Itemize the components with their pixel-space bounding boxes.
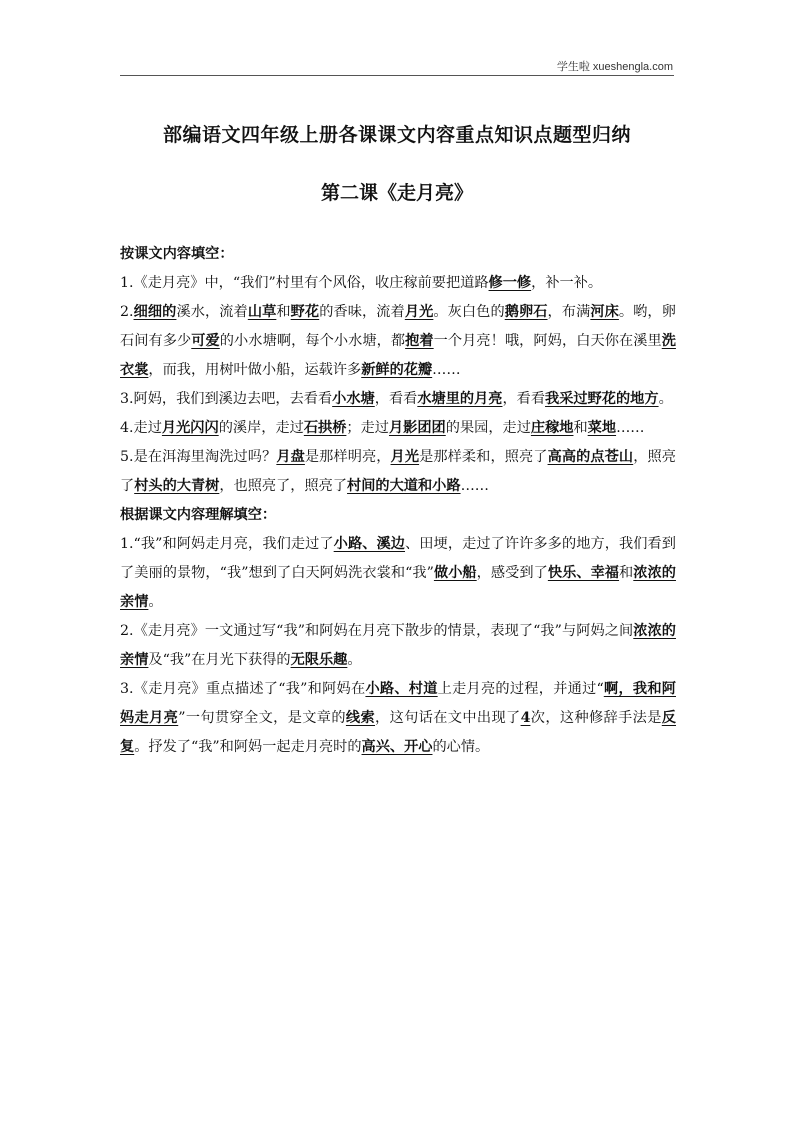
answer-text: 做小船 <box>433 565 477 581</box>
answer-text: 月盘 <box>276 449 305 465</box>
answer-text: 村头的大青树 <box>134 478 220 494</box>
answer-text: 鹅卵石 <box>504 304 548 320</box>
answer-text: 月光 <box>390 449 420 465</box>
answer-text: 石拱桥 <box>303 420 347 436</box>
question-text: 次，这种修辞手法是 <box>530 710 662 726</box>
question-text: 4.走过 <box>120 420 162 436</box>
question-text: ，而我，用树叶做小船，运载许多 <box>148 362 362 378</box>
answer-text: 高兴、开心 <box>361 739 433 755</box>
answer-text: 我采过野花的地方 <box>545 391 659 407</box>
question-text: ，看看 <box>502 391 546 407</box>
answer-text: 新鲜的花瓣 <box>361 362 433 378</box>
answer-text: 月光闪闪 <box>161 420 219 436</box>
question-text: ，看看 <box>374 391 418 407</box>
answer-text: 反复 <box>120 710 676 755</box>
question-text: 3.《走月亮》重点描述了“我”和阿妈在 <box>120 681 366 697</box>
answer-text: 洗衣裳 <box>120 333 676 378</box>
question-item <box>120 414 676 443</box>
question-text: …… <box>460 478 489 494</box>
answer-text: 水塘里的月亮 <box>417 391 503 407</box>
question-item <box>120 385 676 414</box>
answer-text: 野花 <box>290 304 320 320</box>
section-heading-comprehension: 根据课文内容理解填空： <box>120 507 277 523</box>
answer-text: 无限乐趣 <box>290 652 348 668</box>
question-text: 。 <box>347 652 362 668</box>
question-text: ；走过 <box>346 420 389 436</box>
question-text: ”一句贯穿全文，是文章的 <box>178 710 346 726</box>
question-text: ，也照亮了，照亮了 <box>219 478 348 494</box>
question-text: ，这句话在文中出现了 <box>375 710 521 726</box>
question-text: 的溪岸，走过 <box>218 420 304 436</box>
answer-text: 山草 <box>247 304 277 320</box>
question-item <box>120 443 676 501</box>
question-text: 和 <box>276 304 291 320</box>
question-item <box>120 675 676 762</box>
question-text: 。 <box>148 594 163 610</box>
question-item <box>120 269 676 298</box>
answer-text: 浓浓的亲情 <box>120 623 676 668</box>
question-text: 和 <box>619 565 634 581</box>
section-heading-fill-by-text: 按课文内容填空： <box>120 246 234 262</box>
question-text: 的果园，走过 <box>445 420 531 436</box>
question-text: 一个月亮！哦，阿妈，白天你在溪里 <box>433 333 662 349</box>
question-text: 和 <box>573 420 588 436</box>
question-text: 上走月亮的过程，并通过“ <box>437 681 604 697</box>
question-text: 1.“我”和阿妈走月亮，我们走过了 <box>120 536 334 552</box>
question-text: ，照亮了 <box>120 449 676 494</box>
question-text: ，布满 <box>547 304 591 320</box>
answer-text: 河床 <box>590 304 619 320</box>
document-body <box>120 240 676 762</box>
document-title: 部编语文四年级上册各课课文内容重点知识点题型归纳 <box>162 124 631 146</box>
question-text: 的心情。 <box>432 739 490 755</box>
question-text: 是那样柔和，照亮了 <box>419 449 548 465</box>
answer-text: 小路、村道 <box>365 681 438 697</box>
answer-text: 小水塘 <box>332 391 375 407</box>
question-text: …… <box>616 420 645 436</box>
answer-text: 快乐、幸福 <box>547 565 620 581</box>
question-text: 是那样明亮， <box>304 449 391 465</box>
answer-text: 庄稼地 <box>530 420 574 436</box>
answer-text: 菜地 <box>587 420 617 436</box>
question-text: 的小水塘啊，每个小水塘，都 <box>219 333 406 349</box>
question-text: 5.是在洱海里淘洗过吗？ <box>120 449 277 465</box>
section1-items <box>120 269 676 501</box>
question-item <box>120 530 676 617</box>
answer-text: 小路、溪边 <box>333 536 406 552</box>
answer-text: 修一修 <box>488 275 532 291</box>
answer-text: 月光 <box>404 304 434 320</box>
question-text: 的香味，流着 <box>319 304 405 320</box>
question-text: ，补一补。 <box>531 275 603 291</box>
answer-text: 月影团团 <box>388 420 446 436</box>
answer-text: 细细的 <box>133 304 177 320</box>
question-text: 2. <box>120 304 134 320</box>
answer-text: 可爱 <box>191 333 220 349</box>
answer-text: 村间的大道和小路 <box>347 478 461 494</box>
question-text: 1.《走月亮》中，“我们”村里有个风俗，收庄稼前要把道路 <box>120 275 489 291</box>
question-text: 、田埂，走过了许许多多的地方，我们看到了美丽的景物，“我”想到了白天阿妈洗衣裳和“我” <box>120 536 676 581</box>
question-text: ，感受到了 <box>476 565 548 581</box>
question-text: 。灰白色的 <box>433 304 505 320</box>
question-item <box>120 298 676 385</box>
question-text: …… <box>432 362 461 378</box>
question-text: 及“我”在月光下获得的 <box>148 652 291 668</box>
header-brand: 学生啦 xueshengla.com <box>556 61 673 73</box>
question-text: 3.阿妈，我们到溪边去吧，去看看 <box>120 391 333 407</box>
answer-text: 啊，我和阿妈走月亮 <box>120 681 676 726</box>
header-divider <box>120 75 674 76</box>
lesson-title: 第二课《走月亮》 <box>320 182 473 204</box>
question-text: 溪水，流着 <box>176 304 248 320</box>
answer-text: 4 <box>520 710 531 726</box>
answer-text: 浓浓的亲情 <box>120 565 676 610</box>
question-text: 。 <box>658 391 673 407</box>
question-text: 。哟，卵石间有多少 <box>120 304 676 349</box>
question-item <box>120 617 676 675</box>
answer-text: 线索 <box>345 710 376 726</box>
question-text: 。抒发了“我”和阿妈一起走月亮时的 <box>134 739 362 755</box>
answer-text: 高高的点苍山 <box>547 449 634 465</box>
answer-text: 抱着 <box>405 333 434 349</box>
question-text: 2.《走月亮》一文通过写“我”和阿妈在月亮下散步的情景，表现了“我”与阿妈之间 <box>120 623 634 639</box>
section2-items <box>120 530 676 762</box>
